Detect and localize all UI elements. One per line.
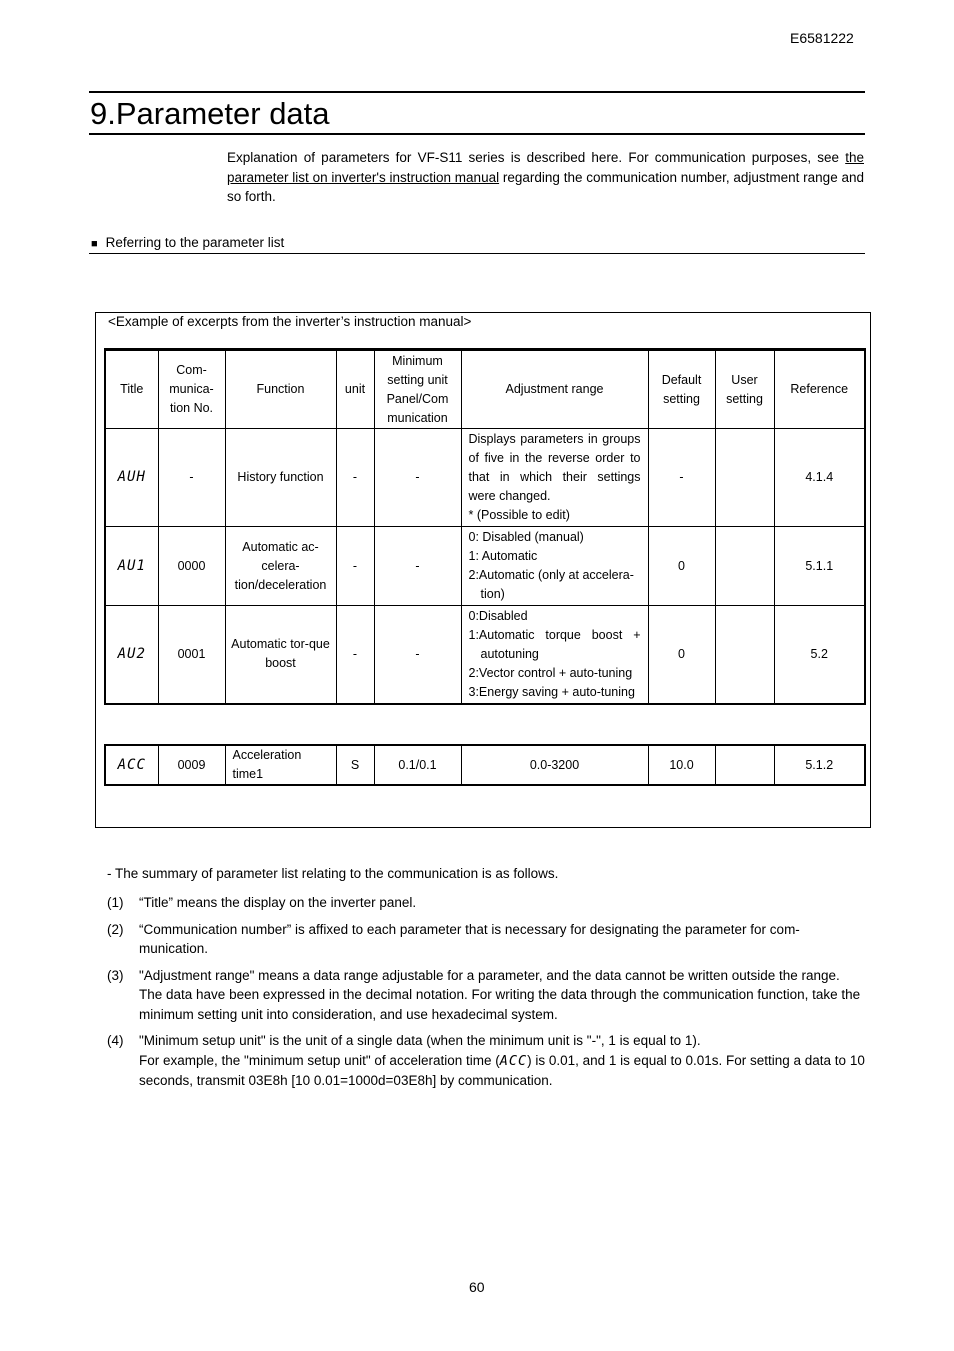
- table-row: [105, 527, 865, 606]
- row-default: 0: [648, 527, 715, 606]
- page-title: 9.Parameter data: [90, 96, 330, 131]
- note-text: “Communication number” is affixed to each parameter that is necessary for designating the parameter for com-munication.: [139, 921, 800, 956]
- list-item: [107, 966, 865, 1025]
- row-comm-no: 0000: [158, 527, 225, 606]
- header-title: Title: [105, 350, 158, 429]
- section-heading: [91, 235, 284, 250]
- list-item: [107, 920, 865, 959]
- row-user: [715, 429, 774, 527]
- row-reference: 5.1.2: [774, 745, 865, 785]
- title-bottom-rule: [89, 133, 865, 135]
- note-number: (1): [107, 895, 124, 910]
- row-range: 0.0-3200: [461, 745, 648, 785]
- range-text: Displays parameters in groups of five in the reverse order to that in which their settings were changed.: [468, 432, 641, 503]
- table-row: [105, 606, 865, 704]
- note-number: (3): [107, 967, 124, 983]
- note-text: "Adjustment range" means a data range adjustable for a parameter, and the data cannot be written outside the range. The data have been expressed in the decimal notation. For writing the data through the communication function, take the minimum setting unit into consideration, and use hexadecimal system.: [139, 967, 861, 1022]
- header-user: User setting: [715, 350, 774, 429]
- list-item: [107, 893, 865, 913]
- header-reference: Reference: [774, 350, 865, 429]
- title-top-rule: [89, 91, 865, 93]
- document-number: E6581222: [790, 30, 854, 46]
- row-reference: 4.1.4: [774, 429, 865, 527]
- note-text: For example, the "minimum setup unit" of acceleration time (: [139, 1052, 500, 1068]
- example-caption: <Example of excerpts from the inverter’s instruction manual>: [108, 314, 472, 329]
- page-number: 60: [469, 1279, 485, 1295]
- header-min-unit: Minimum setting unit Panel/Com munication: [374, 350, 461, 429]
- row-range: [461, 606, 648, 704]
- note-text: ) is 0.01, and 1 is equal to 0.01s. For setting a data to 10 seconds, transmit 03E8h [10 0.01=1000d=03E8h] by communication.: [139, 1052, 865, 1088]
- row-comm-no: 0009: [158, 745, 225, 785]
- range-item: 2:Automatic (only at accelera-tion): [468, 568, 634, 601]
- row-user: [715, 745, 774, 785]
- row-function: Acceleration time1: [225, 745, 336, 785]
- row-range: [461, 429, 648, 527]
- intro-text-after: regarding the communication number, adjustment range and so forth.: [227, 169, 865, 204]
- intro-text-before: Explanation of parameters for VF-S11 series is described here. For communication purposes, see: [227, 150, 846, 165]
- note-number: (2): [107, 921, 124, 937]
- range-note: * (Possible to edit): [468, 508, 570, 522]
- parameter-list-link[interactable]: the parameter list on inverter's instruction manual: [227, 150, 864, 185]
- header-range: Adjustment range: [461, 350, 648, 429]
- row-title-code: AU1: [105, 527, 158, 606]
- intro-paragraph: [227, 148, 864, 207]
- range-item: 2:Vector control + auto-tuning: [468, 665, 633, 680]
- row-user: [715, 606, 774, 704]
- section-heading-text: Referring to the parameter list: [105, 235, 285, 250]
- acceleration-table: [104, 744, 866, 786]
- row-default: -: [648, 429, 715, 527]
- note-text: "Minimum setup unit" is the unit of a single data (when the minimum unit is "-", 1 is equal to 1).: [139, 1033, 701, 1048]
- row-min-unit: 0.1/0.1: [374, 745, 461, 785]
- row-comm-no: -: [158, 429, 225, 527]
- header-default: Default setting: [648, 350, 715, 429]
- table-row: [105, 429, 865, 527]
- row-function: History function: [225, 429, 336, 527]
- range-item: 1:Automatic torque boost + autotuning: [468, 627, 641, 661]
- table-header-row: [105, 350, 865, 429]
- summary-intro: - The summary of parameter list relating to the communication is as follows.: [107, 866, 559, 881]
- header-comm-no: Com- munica- tion No.: [158, 350, 225, 429]
- row-reference: 5.1.1: [774, 527, 865, 606]
- row-unit: -: [336, 606, 374, 704]
- row-title-code: ACC: [105, 745, 158, 785]
- range-item: 3:Energy saving + auto-tuning: [468, 684, 635, 699]
- header-unit: unit: [336, 350, 374, 429]
- row-comm-no: 0001: [158, 606, 225, 704]
- note-text: “Title” means the display on the inverter panel.: [139, 895, 417, 910]
- row-user: [715, 527, 774, 606]
- row-default: 0: [648, 606, 715, 704]
- square-bullet-icon: ■: [91, 238, 98, 250]
- range-item: 1: Automatic: [468, 549, 538, 563]
- range-item: 0: Disabled (manual): [468, 530, 584, 544]
- table-row: [105, 745, 865, 785]
- row-min-unit: -: [374, 429, 461, 527]
- row-title-code: AU2: [105, 606, 158, 704]
- parameter-table: [104, 348, 866, 705]
- row-function: Automatic tor-que boost: [225, 606, 336, 704]
- row-unit: -: [336, 527, 374, 606]
- range-item: 0:Disabled: [468, 608, 528, 623]
- header-function: Function: [225, 350, 336, 429]
- row-range: [461, 527, 648, 606]
- row-unit: S: [336, 745, 374, 785]
- section-rule: [89, 253, 865, 254]
- row-default: 10.0: [648, 745, 715, 785]
- notes-list: [107, 893, 865, 1098]
- row-title-code: AUH: [105, 429, 158, 527]
- row-min-unit: -: [374, 527, 461, 606]
- acc-code: ACC: [499, 1052, 528, 1069]
- row-min-unit: -: [374, 606, 461, 704]
- row-reference: 5.2: [774, 606, 865, 704]
- list-item: [107, 1031, 865, 1091]
- row-unit: -: [336, 429, 374, 527]
- note-number: (4): [107, 1033, 124, 1048]
- row-function: Automatic ac-celera-tion/deceleration: [225, 527, 336, 606]
